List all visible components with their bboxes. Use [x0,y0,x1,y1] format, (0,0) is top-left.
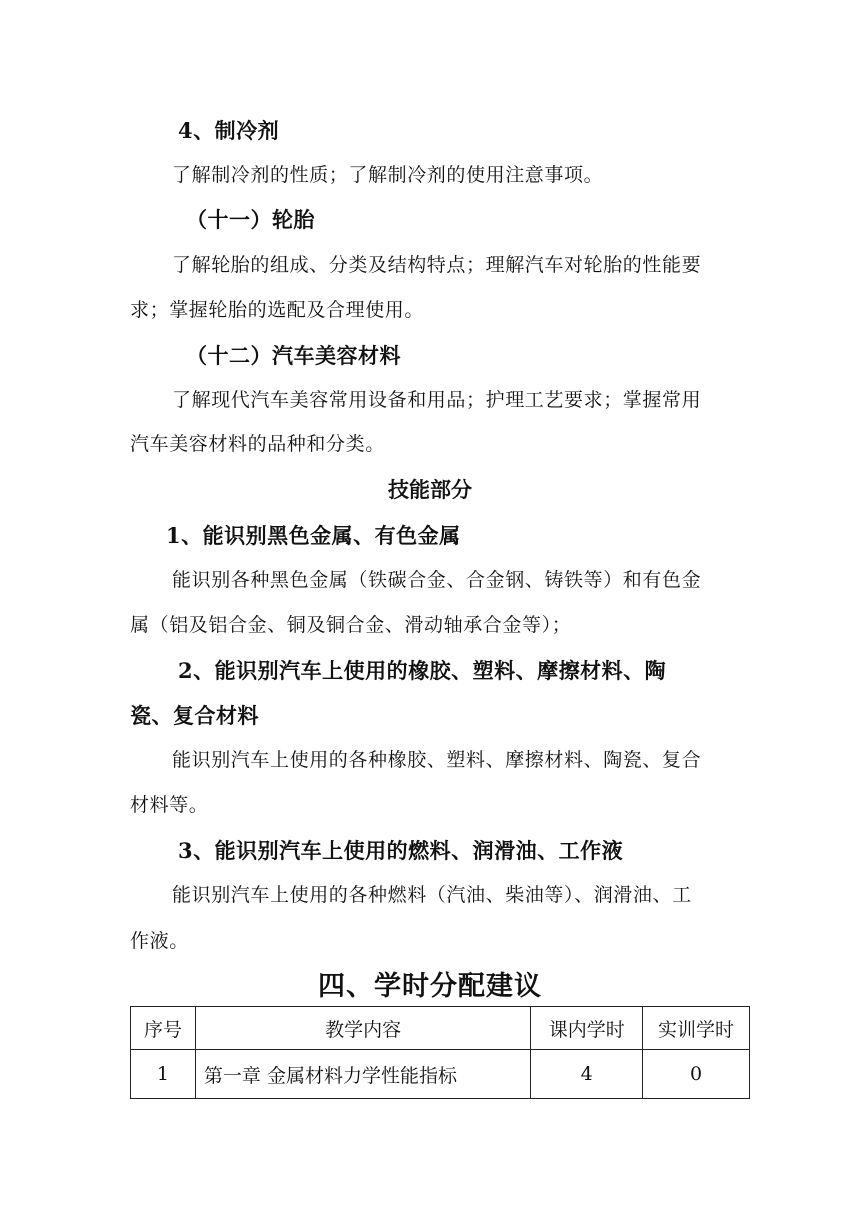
allocation-title: 四、学时分配建议 [318,971,542,1002]
cell-index: 1 [131,1050,196,1099]
paragraph-line: 了解轮胎的组成、分类及结构特点；理解汽车对轮胎的性能要 [172,254,702,276]
paragraph-line: 作液。 [130,930,189,952]
skill-heading-continued: 瓷、复合材料 [130,703,259,728]
paragraph-line: 能识别汽车上使用的各种橡胶、塑料、摩擦材料、陶瓷、复合 [172,749,702,771]
cell-class-hours: 4 [531,1050,643,1099]
header-cell-class-hours: 课内学时 [531,1007,643,1050]
paragraph-line: 求；掌握轮胎的选配及合理使用。 [130,299,425,321]
paragraph-line: 属（铝及铝合金、铜及铜合金、滑动轴承合金等）； [130,614,572,636]
cell-practice-hours: 0 [643,1050,750,1099]
heading-beauty-materials: （十二）汽车美容材料 [186,343,401,368]
heading-tires: （十一）轮胎 [186,207,315,232]
skill-heading: 3、能识别汽车上使用的燃料、润滑油、工作液 [178,838,624,863]
paragraph-line: 材料等。 [130,794,209,816]
header-cell-content: 教学内容 [195,1007,530,1050]
paragraph-line: 了解现代汽车美容常用设备和用品；护理工艺要求；掌握常用 [172,389,702,411]
cell-content: 第一章 金属材料力学性能指标 [195,1050,530,1099]
skill-heading: 2、能识别汽车上使用的橡胶、塑料、摩擦材料、陶 [178,658,667,683]
table-row [131,1050,750,1099]
skill-heading: 1、能识别黑色金属、有色金属 [166,523,461,548]
header-cell-index: 序号 [131,1007,196,1050]
header-cell-practice-hours: 实训学时 [643,1007,750,1050]
paragraph-line: 汽车美容材料的品种和分类。 [130,433,385,455]
paragraph-line: 能识别各种黑色金属（铁碳合金、合金钢、铸铁等）和有色金 [172,569,702,591]
paragraph-line: 了解制冷剂的性质；了解制冷剂的使用注意事项。 [172,164,604,186]
paragraph-line: 能识别汽车上使用的各种燃料（汽油、柴油等）、润滑油、工 [172,884,692,906]
skills-title: 技能部分 [388,477,472,502]
allocation-table [130,1006,750,1099]
table-header-row [131,1007,750,1050]
heading-refrigerant: 4、制冷剂 [178,118,280,143]
